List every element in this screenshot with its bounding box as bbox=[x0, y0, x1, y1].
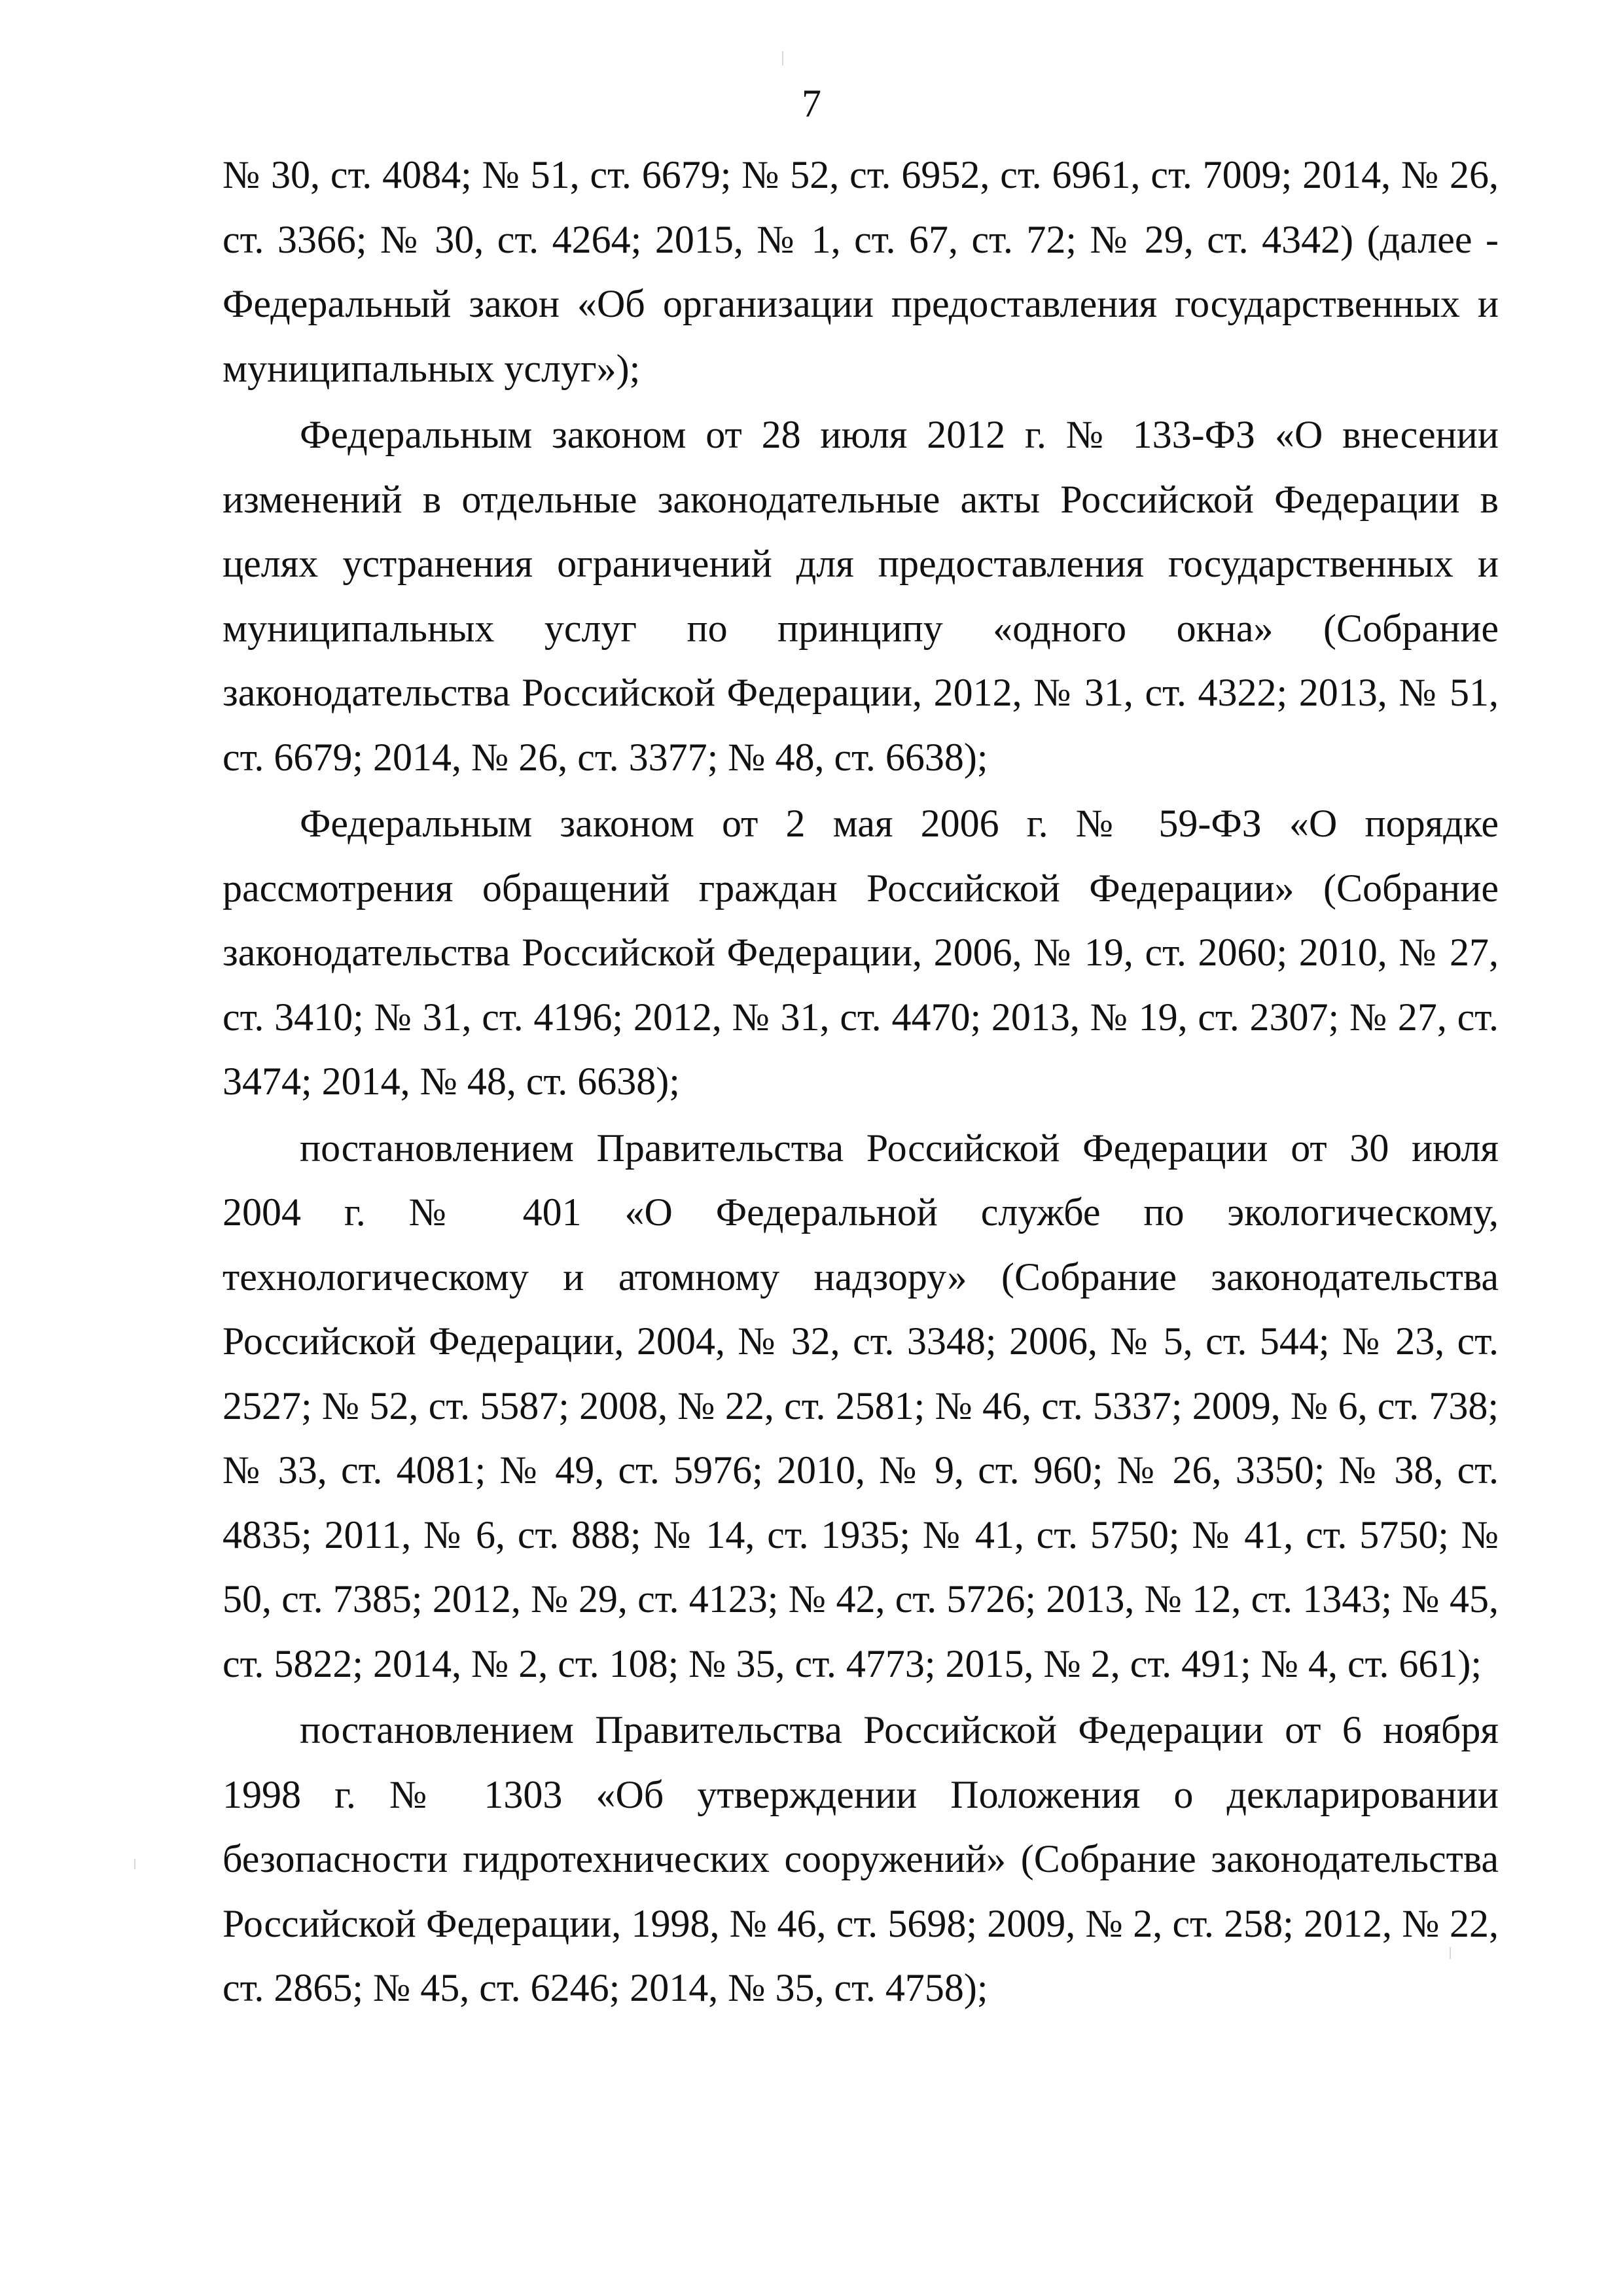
document-body bbox=[223, 143, 1499, 2022]
paragraph-federal-law-59fz: Федеральным законом от 2 мая 2006 г. № 59-ФЗ «О порядке рассмотрения обращений граждан Российской Федерации» (Собрание законодательства Российской Федерации, 2006, № 19, ст. 2060; 2010, № 27, ст. 3410; № 31, ст. 4196; 2012, № 31, ст. 4470; 2013, № 19, ст. 2307; № 27, ст. 3474; 2014, № 48, ст. 6638); bbox=[223, 802, 1499, 1103]
scan-speck bbox=[134, 1859, 135, 1869]
scan-speck bbox=[782, 51, 783, 65]
paragraph-federal-law-133fz: Федеральным законом от 28 июля 2012 г. № 133-ФЗ «О внесении изменений в отдельные законодательные акты Российской Федерации в целях устранения ограничений для предоставления государственных и муниципальных услуг по принципу «одного окна» (Собрание законодательства Российской Федерации, 2012, № 31, ст. 4322; 2013, № 51, ст. 6679; 2014, № 26, ст. 3377; № 48, ст. 6638); bbox=[223, 413, 1499, 779]
paragraph-resolution-401: постановлением Правительства Российской Федерации от 30 июля 2004 г. № 401 «О Федеральной службе по экологическому, технологическому и атомному надзору» (Собрание законодательства Российской Федерации, 2004, № 32, ст. 3348; 2006, № 5, ст. 544; № 23, ст. 2527; № 52, ст. 5587; 2008, № 22, ст. 2581; № 46, ст. 5337; 2009, № 6, ст. 738; № 33, ст. 4081; № 49, ст. 5976; 2010, № 9, ст. 960; № 26, 3350; № 38, ст. 4835; 2011, № 6, ст. 888; № 14, ст. 1935; № 41, ст. 5750; № 41, ст. 5750; № 50, ст. 7385; 2012, № 29, ст. 4123; № 42, ст. 5726; 2013, № 12, ст. 1343; № 45, ст. 5822; 2014, № 2, ст. 108; № 35, ст. 4773; 2015, № 2, ст. 491; № 4, ст. 661); bbox=[223, 1126, 1499, 1685]
page-number: 7 bbox=[802, 82, 821, 125]
paragraph-continuation: № 30, ст. 4084; № 51, ст. 6679; № 52, ст. 6952, ст. 6961, ст. 7009; 2014, № 26, ст. 3366; № 30, ст. 4264; 2015, № 1, ст. 67, ст. 72; № 29, ст. 4342) (далее - Федеральный закон «Об организации предоставления государственных и муниципальных услуг»); bbox=[223, 153, 1499, 390]
paragraph-resolution-1303: постановлением Правительства Российской Федерации от 6 ноября 1998 г. № 1303 «Об утверждении Положения о декларировании безопасности гидротехнических сооружений» (Собрание законодательства Российской Федерации, 1998, № 46, ст. 5698; 2009, № 2, ст. 258; 2012, № 22, ст. 2865; № 45, ст. 6246; 2014, № 35, ст. 4758); bbox=[223, 1708, 1499, 2009]
